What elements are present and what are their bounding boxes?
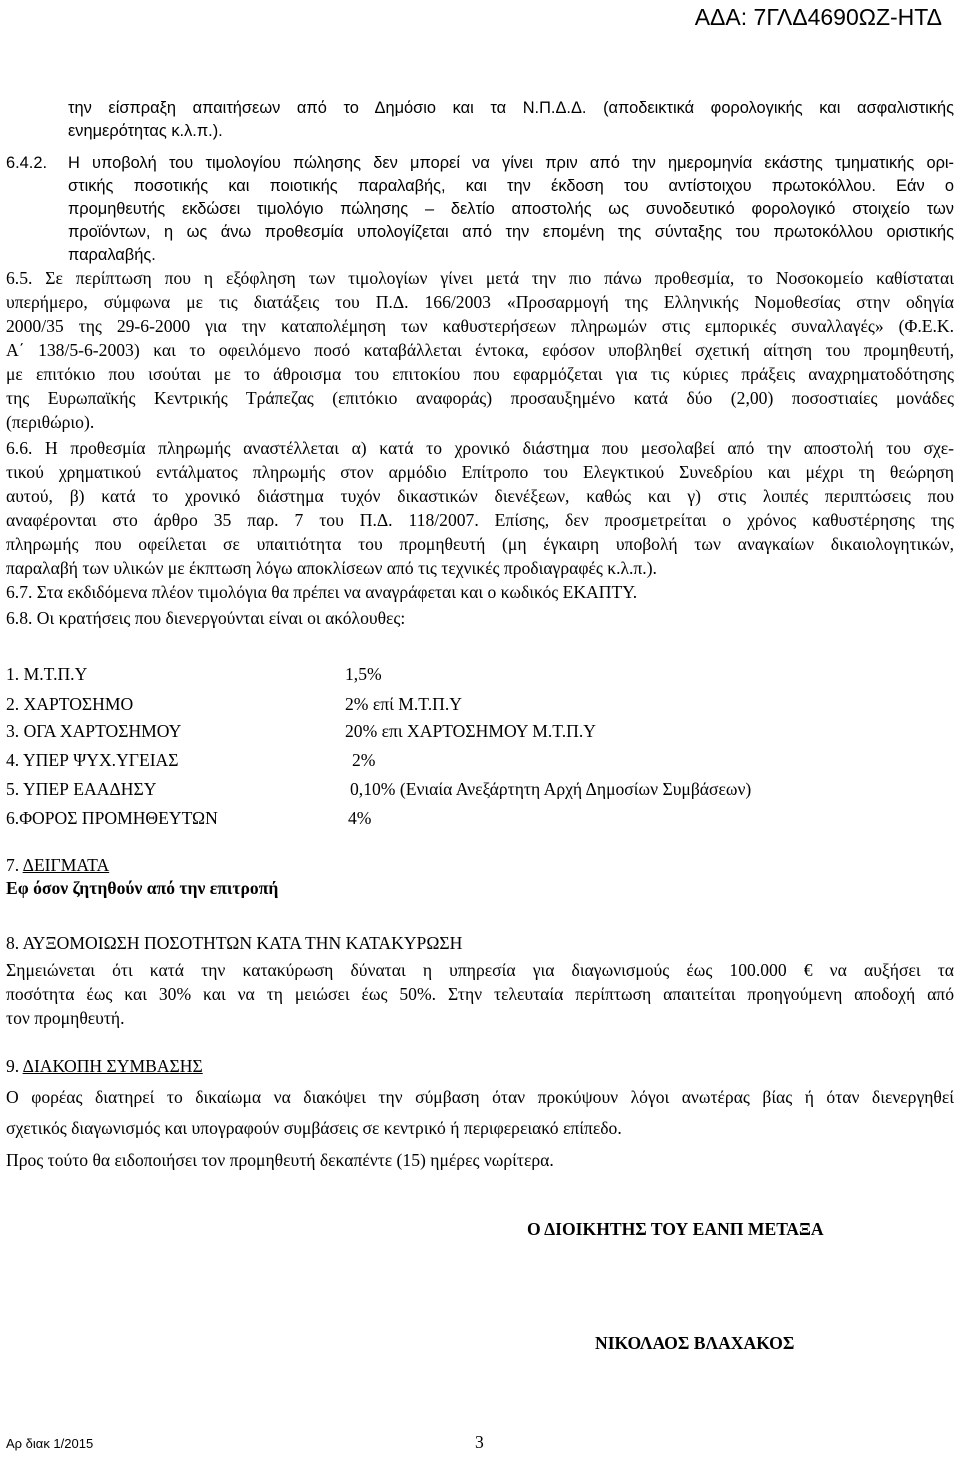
ada-code: ΑΔΑ: 7ΓΛΔ4690ΩΖ-ΗΤΔ <box>694 4 942 30</box>
para-68: 6.8. Οι κρατήσεις που διενεργούνται είναι οι ακόλουθες: <box>6 608 406 628</box>
signature-role: Ο ΔΙΟΙΚΗΤΗΣ ΤΟΥ ΕΑΝΠ ΜΕΤΑΞΑ <box>527 1219 824 1239</box>
section-7-number: 7. <box>6 855 23 875</box>
para-642-line-3: προμηθευτής εκδώσει τιμολόγιο πώλησης – δελτίο αποστολής ως συνοδευτικό φορολογικό στοιχείο των <box>68 200 954 218</box>
section-9-line-3: Προς τούτο θα ειδοποιήσει τον προμηθευτή δεκαπέντε (15) ημέρες νωρίτερα. <box>6 1150 554 1170</box>
footer-reference: Αρ διακ 1/2015 <box>6 1436 94 1451</box>
para-642-line-4: προϊόντων, η ως άνω προθεσμία υπολογίζεται από την επομένη της σύνταξης του πρωτοκόλλου οριστικής <box>68 223 954 241</box>
section-9-number: 9. <box>6 1056 23 1076</box>
para-65-line-4: Α΄ 138/5-6-2003) και το οφειλόμενο ποσό καταβάλλεται έντοκα, εφόσον υποβληθεί σχετική αίτηση του προμηθευτή, <box>6 340 954 360</box>
deduction-6-value: 4% <box>348 808 372 828</box>
para-66-line-1: 6.6. Η προθεσμία πληρωμής αναστέλλεται α) κατά το χρονικό διάστημα που μεσολαβεί από την αποστολή του σχε- <box>6 438 954 458</box>
section-8-line-2: ποσότητα έως και 30% και να τη μειώσει έως 50%. Στην τελευταία περίπτωση απαιτείται προηγούμενη αποδοχή από <box>6 984 954 1004</box>
section-7-title: ΔΕΙΓΜΑΤΑ <box>22 855 110 875</box>
para-66-line-3: αυτού, β) κατά το χρονικό διάστημα τυχόν δικαστικών διενέξεων, καθώς και γ) στις λοιπές περιπτώσεις που <box>6 486 954 506</box>
deduction-1-name: 1. Μ.Τ.Π.Υ <box>6 664 88 684</box>
deduction-2-value: 2% επί Μ.Τ.Π.Υ <box>345 694 462 714</box>
page-number: 3 <box>475 1432 484 1452</box>
section-9-heading <box>6 1056 203 1077</box>
para-642-line-2: στικής ποσοτικής και ποιοτικής παραλαβής, και την έκδοση του αντίστοιχου πρωτοκόλλου. Εάν ο <box>68 177 954 195</box>
para-66-line-2: τικού χρηματικού εντάλματος πληρωμής στον αρμόδιο Επίτροπο του Ελεγκτικού Συνεδρίου και μέχρι τη θεώρηση <box>6 462 954 482</box>
para-65-line-3: 2000/35 της 29-6-2000 για την καταπολέμηση των καθυστερήσεων πληρωμών στις εμπορικές συναλλαγές» (Φ.Ε.Κ. <box>6 316 954 336</box>
para-642-number: 6.4.2. <box>6 154 48 172</box>
deduction-5-name: 5. ΥΠΕΡ ΕΑΑΔΗΣΥ <box>6 779 157 799</box>
deduction-4-name: 4. ΥΠΕΡ ΨΥΧ.ΥΓΕΙΑΣ <box>6 750 179 770</box>
deduction-1-value: 1,5% <box>345 664 382 684</box>
section-9-line-2: σχετικός διαγωνισμός και υπογραφούν συμβάσεις σε κεντρικό ή περιφερειακό επίπεδο. <box>6 1118 622 1138</box>
deduction-2-name: 2. ΧΑΡΤΟΣΗΜΟ <box>6 694 134 714</box>
section-8-line-1: Σημειώνεται ότι κατά την κατακύρωση δύναται η υπηρεσία για διαγωνισμούς έως 100.000 € να αυξήσει τα <box>6 960 954 980</box>
deduction-5-value: 0,10% (Ενιαία Ανεξάρτητη Αρχή Δημοσίων Συμβάσεων) <box>350 779 752 799</box>
deduction-6-name: 6.ΦΟΡΟΣ ΠΡΟΜΗΘΕΥΤΩΝ <box>6 808 218 828</box>
para-66-line-5: πληρωμής που οφείλεται σε υπαιτιότητα του προμηθευτή (μη έγκαιρη υποβολή των αναγκαίων δικαιολογητικών, <box>6 534 954 554</box>
para-65-line-2: υπερήμερο, σύμφωνα με τις διατάξεις του Π.Δ. 166/2003 «Προσαρμογή της Ελληνικής Νομοθεσίας στην οδηγία <box>6 292 954 312</box>
para-67: 6.7. Στα εκδιδόμενα πλέον τιμολόγια θα πρέπει να αναγράφεται και ο κωδικός ΕΚΑΠΤΥ. <box>6 582 638 602</box>
deduction-3-name: 3. ΟΓΑ ΧΑΡΤΟΣΗΜΟΥ <box>6 721 182 741</box>
section-9-title: ΔΙΑΚΟΠΗ ΣΥΜΒΑΣΗΣ <box>22 1056 203 1076</box>
section-8-line-3: τον προμηθευτή. <box>6 1008 125 1028</box>
intro-line-1: την είσπραξη απαιτήσεων από το Δημόσιο και τα Ν.Π.Δ.Δ. (αποδεικτικά φορολογικής και ασφαλιστικής <box>68 99 954 117</box>
deduction-3-value: 20% επι ΧΑΡΤΟΣΗΜΟΥ Μ.Τ.Π.Υ <box>345 721 596 741</box>
section-9-line-1: Ο φορέας διατηρεί το δικαίωμα να διακόψει την σύμβαση όταν προκύψουν λόγοι ανωτέρας βίας ή όταν διενεργηθεί <box>6 1087 954 1107</box>
para-66-line-4: αναφέρονται στο άρθρο 35 παρ. 7 του Π.Δ. 118/2007. Επίσης, δεν προσμετρείται ο χρόνος καθυστέρησης της <box>6 510 954 530</box>
para-65-line-6: της Ευρωπαϊκής Κεντρικής Τράπεζας (επιτόκιο αναφοράς) προσαυξημένο κατά δύο (2,00) ποσοστιαίες μονάδες <box>6 388 954 408</box>
section-8-title: 8. ΑΥΞΟΜΟΙΩΣΗ ΠΟΣΟΤΗΤΩΝ ΚΑΤΑ ΤΗΝ ΚΑΤΑΚΥΡΩΣΗ <box>6 933 463 953</box>
section-7-heading <box>6 855 109 876</box>
deduction-4-value: 2% <box>352 750 376 770</box>
para-65-line-5: με επιτόκιο που ισούται με το άθροισμα του επιτοκίου που εφαρμόζεται για τις κύριες πράξεις αναχρηματοδότησης <box>6 364 954 384</box>
para-66-line-6: παραλαβή των υλικών με έκπτωση λόγω αποκλίσεων από τις τεχνικές προδιαγραφές κ.λ.π.). <box>6 558 657 578</box>
para-65-line-1: 6.5. Σε περίπτωση που η εξόφληση των τιμολογίων γίνει μετά την πιο πάνω προθεσμία, το Νοσοκομείο καθίσταται <box>6 268 954 288</box>
signature-name: ΝΙΚΟΛΑΟΣ ΒΛΑΧΑΚΟΣ <box>595 1333 795 1353</box>
para-642-line-5: παραλαβής. <box>68 246 156 264</box>
para-642-line-1: Η υποβολή του τιμολογίου πώλησης δεν μπορεί να γίνει πριν από την ημερομηνία εκάστης τμηματικής ορι- <box>68 154 954 172</box>
intro-line-2: ενημερότητας κ.λ.π.). <box>68 122 223 140</box>
section-7-text: Εφ όσον ζητηθούν από την επιτροπή <box>6 878 279 898</box>
para-65-line-7: (περιθώριο). <box>6 412 95 432</box>
